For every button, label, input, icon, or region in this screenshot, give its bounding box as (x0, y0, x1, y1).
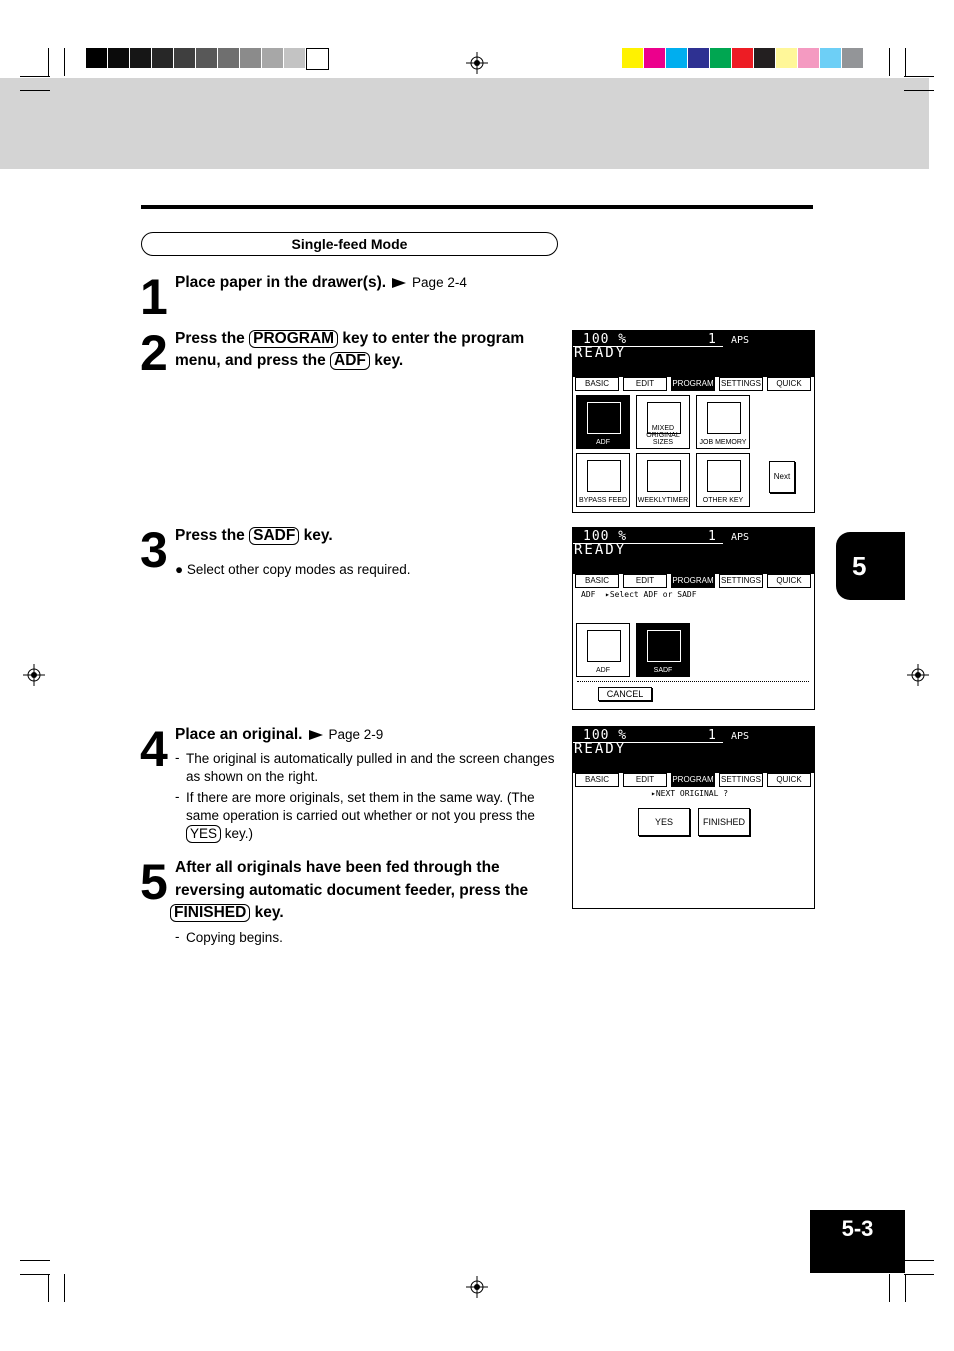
next-button[interactable]: Next (769, 461, 795, 493)
crop-mark (904, 90, 934, 91)
lcd-status-bar (573, 331, 814, 377)
crop-mark (20, 1274, 50, 1275)
bypass-feed-button[interactable] (576, 453, 630, 507)
step-2-instruction (175, 328, 560, 372)
finished-button[interactable]: FINISHED (698, 808, 750, 836)
lcd-status-bar (573, 727, 814, 773)
step-number: 1 (140, 269, 166, 325)
step-4-note-1: The original is automatically pulled in and the screen changes as shown on the right. (186, 751, 555, 784)
bullet-dash: - (175, 750, 180, 765)
step-text: Press the (175, 527, 245, 544)
job-memory-button[interactable] (696, 395, 750, 449)
lcd-status-bar (573, 528, 814, 574)
registration-mark-icon (466, 52, 488, 74)
color-swatch (798, 48, 819, 68)
color-swatch (688, 48, 709, 68)
color-swatch (108, 48, 129, 68)
step-text: Place paper in the drawer(s). (175, 274, 387, 291)
crop-mark (905, 48, 906, 76)
color-swatch (710, 48, 731, 68)
crop-mark (904, 1260, 934, 1261)
bullet-dash: - (175, 789, 180, 804)
step-number: 4 (140, 721, 166, 777)
arrow-icon (309, 730, 323, 740)
step-text: menu, and press the (175, 352, 326, 369)
yes-key: YES (186, 825, 221, 843)
tab-program[interactable]: PROGRAM (671, 574, 715, 588)
tab-basic[interactable]: BASIC (575, 377, 619, 391)
copy-count: 1 (708, 332, 716, 347)
step-text: key. (303, 527, 333, 544)
lcd-tabs (573, 377, 815, 391)
bypass-feed-icon (587, 460, 621, 492)
crop-mark (904, 76, 934, 77)
crop-mark (48, 1274, 49, 1302)
step-number: 5 (140, 854, 166, 910)
adf-button[interactable] (576, 395, 630, 449)
registration-mark-icon (23, 664, 45, 686)
page-ref: Page 2-4 (412, 275, 467, 290)
crop-mark (889, 48, 890, 76)
prompt-text: ▸NEXT ORIGINAL ? (651, 789, 729, 798)
step-number: 2 (140, 325, 166, 381)
copy-count: 1 (708, 529, 716, 544)
ready-status: READY (574, 542, 627, 558)
note-text: key.) (224, 826, 254, 841)
color-swatch (842, 48, 863, 68)
tab-edit[interactable]: EDIT (623, 574, 667, 588)
job-memory-icon (707, 402, 741, 434)
step-4-instruction (175, 724, 560, 746)
step-text: After all originals have been fed through the (175, 859, 500, 876)
color-swatch (262, 48, 283, 68)
program-key: PROGRAM (249, 330, 338, 348)
color-swatch (86, 48, 107, 68)
crop-mark (20, 90, 50, 91)
step-5-instruction (175, 857, 560, 925)
cancel-button[interactable]: CANCEL (598, 687, 652, 701)
note-text: Select other copy modes as required. (186, 562, 411, 577)
page-number: 5-3 (810, 1210, 905, 1273)
sadf-key: SADF (249, 527, 299, 545)
crop-mark (889, 1274, 890, 1302)
lcd-screen-next-original (572, 726, 815, 909)
crop-mark (905, 1274, 906, 1302)
crop-mark (64, 1274, 65, 1302)
prompt-label: NEXT ORIGINAL ? (655, 789, 729, 798)
color-swatch (306, 48, 329, 70)
icon-caption: SADF (653, 667, 673, 674)
tab-basic[interactable]: BASIC (575, 574, 619, 588)
icon-caption: WEEKLYTIMER (637, 497, 689, 504)
adf-key: ADF (330, 352, 370, 370)
lcd-screen-program-menu (572, 330, 815, 513)
step-5-note: Copying begins. (186, 930, 283, 945)
color-swatch (218, 48, 239, 68)
header-band (0, 78, 929, 169)
color-swatch (754, 48, 775, 68)
adf-icon (587, 402, 621, 434)
step-text: reversing automatic document feeder, press the (175, 881, 529, 899)
zoom-percent: 100 % (583, 332, 628, 347)
step-text: key. (374, 352, 404, 369)
color-swatch (196, 48, 217, 68)
adf-button[interactable] (576, 623, 630, 677)
icon-caption: OTHER KEY (702, 497, 744, 504)
tab-basic[interactable]: BASIC (575, 773, 619, 787)
bullet-dash: - (175, 929, 180, 944)
tab-edit[interactable]: EDIT (623, 377, 667, 391)
tab-settings[interactable]: SETTINGS (719, 773, 763, 787)
color-swatch (644, 48, 665, 68)
other-key-icon (707, 460, 741, 492)
other-key-button[interactable] (696, 453, 750, 507)
tab-settings[interactable]: SETTINGS (719, 377, 763, 391)
step-4-note-2 (186, 789, 561, 843)
color-swatch (284, 48, 305, 68)
note-text: If there are more originals, set them in the same way. (The same operation is carried out whether or not you press the (186, 790, 535, 823)
yes-button[interactable]: YES (638, 808, 690, 836)
crop-mark (48, 48, 49, 76)
mixed-original-sizes-button[interactable] (636, 395, 690, 449)
step-3-instruction (175, 525, 560, 547)
tab-quick[interactable]: QUICK (767, 574, 811, 588)
copy-count: 1 (708, 728, 716, 743)
color-swatch (622, 48, 643, 68)
chapter-tab: 5 (836, 532, 905, 600)
step-text: key. (254, 904, 284, 921)
color-swatch (240, 48, 261, 68)
crop-mark (904, 1274, 934, 1275)
adf-icon (587, 630, 621, 662)
color-swatch (666, 48, 687, 68)
tab-quick[interactable]: QUICK (767, 773, 811, 787)
icon-caption: BYPASS FEED (578, 497, 628, 504)
step-text: key to enter the program (342, 330, 525, 347)
tab-settings[interactable]: SETTINGS (719, 574, 763, 588)
weekly-timer-button[interactable] (636, 453, 690, 507)
tab-quick[interactable]: QUICK (767, 377, 811, 391)
aps-indicator: APS (731, 532, 750, 543)
lcd-tabs (573, 773, 815, 787)
crop-mark (20, 76, 50, 77)
prompt-label: Select ADF or SADF (609, 590, 697, 599)
finished-key: FINISHED (170, 904, 250, 922)
icon-caption: ADF (596, 667, 610, 674)
icon-caption: MIXED ORIGINAL SIZES (646, 425, 680, 446)
step-number: 3 (140, 522, 166, 578)
color-swatch (820, 48, 841, 68)
registration-mark-icon (907, 664, 929, 686)
prompt-text: ▸Select ADF or SADF (605, 590, 697, 599)
tab-program[interactable]: PROGRAM (671, 773, 715, 787)
color-swatch (174, 48, 195, 68)
page-ref: Page 2-9 (328, 727, 384, 742)
section-rule (141, 205, 813, 209)
arrow-icon (392, 278, 406, 288)
icon-caption: JOB MEMORY (699, 439, 747, 446)
step-text: Press the (175, 330, 245, 347)
step-3-note: ● Select other copy modes as required. (175, 562, 411, 577)
color-swatch (732, 48, 753, 68)
step-1-instruction (175, 272, 560, 294)
tab-edit[interactable]: EDIT (623, 773, 667, 787)
ready-status: READY (574, 345, 627, 361)
icon-caption: ADF (596, 439, 610, 446)
divider (577, 681, 809, 682)
aps-indicator: APS (731, 731, 750, 742)
color-swatch (130, 48, 151, 68)
ready-status: READY (574, 741, 627, 757)
color-swatch (152, 48, 173, 68)
section-title: Single-feed Mode (141, 232, 558, 256)
lcd-screen-adf-select (572, 527, 815, 710)
prompt-mode: ADF (581, 590, 596, 599)
color-swatch (776, 48, 797, 68)
crop-mark (20, 1260, 50, 1261)
sadf-icon (647, 630, 681, 662)
crop-mark (64, 48, 65, 76)
lcd-tabs (573, 574, 815, 588)
zoom-percent: 100 % (583, 728, 628, 743)
tab-program[interactable]: PROGRAM (671, 377, 715, 391)
sadf-button[interactable] (636, 623, 690, 677)
aps-indicator: APS (731, 335, 750, 346)
clock-icon (647, 460, 681, 492)
registration-mark-icon (466, 1276, 488, 1298)
step-text: Place an original. (175, 726, 303, 743)
zoom-percent: 100 % (583, 529, 628, 544)
